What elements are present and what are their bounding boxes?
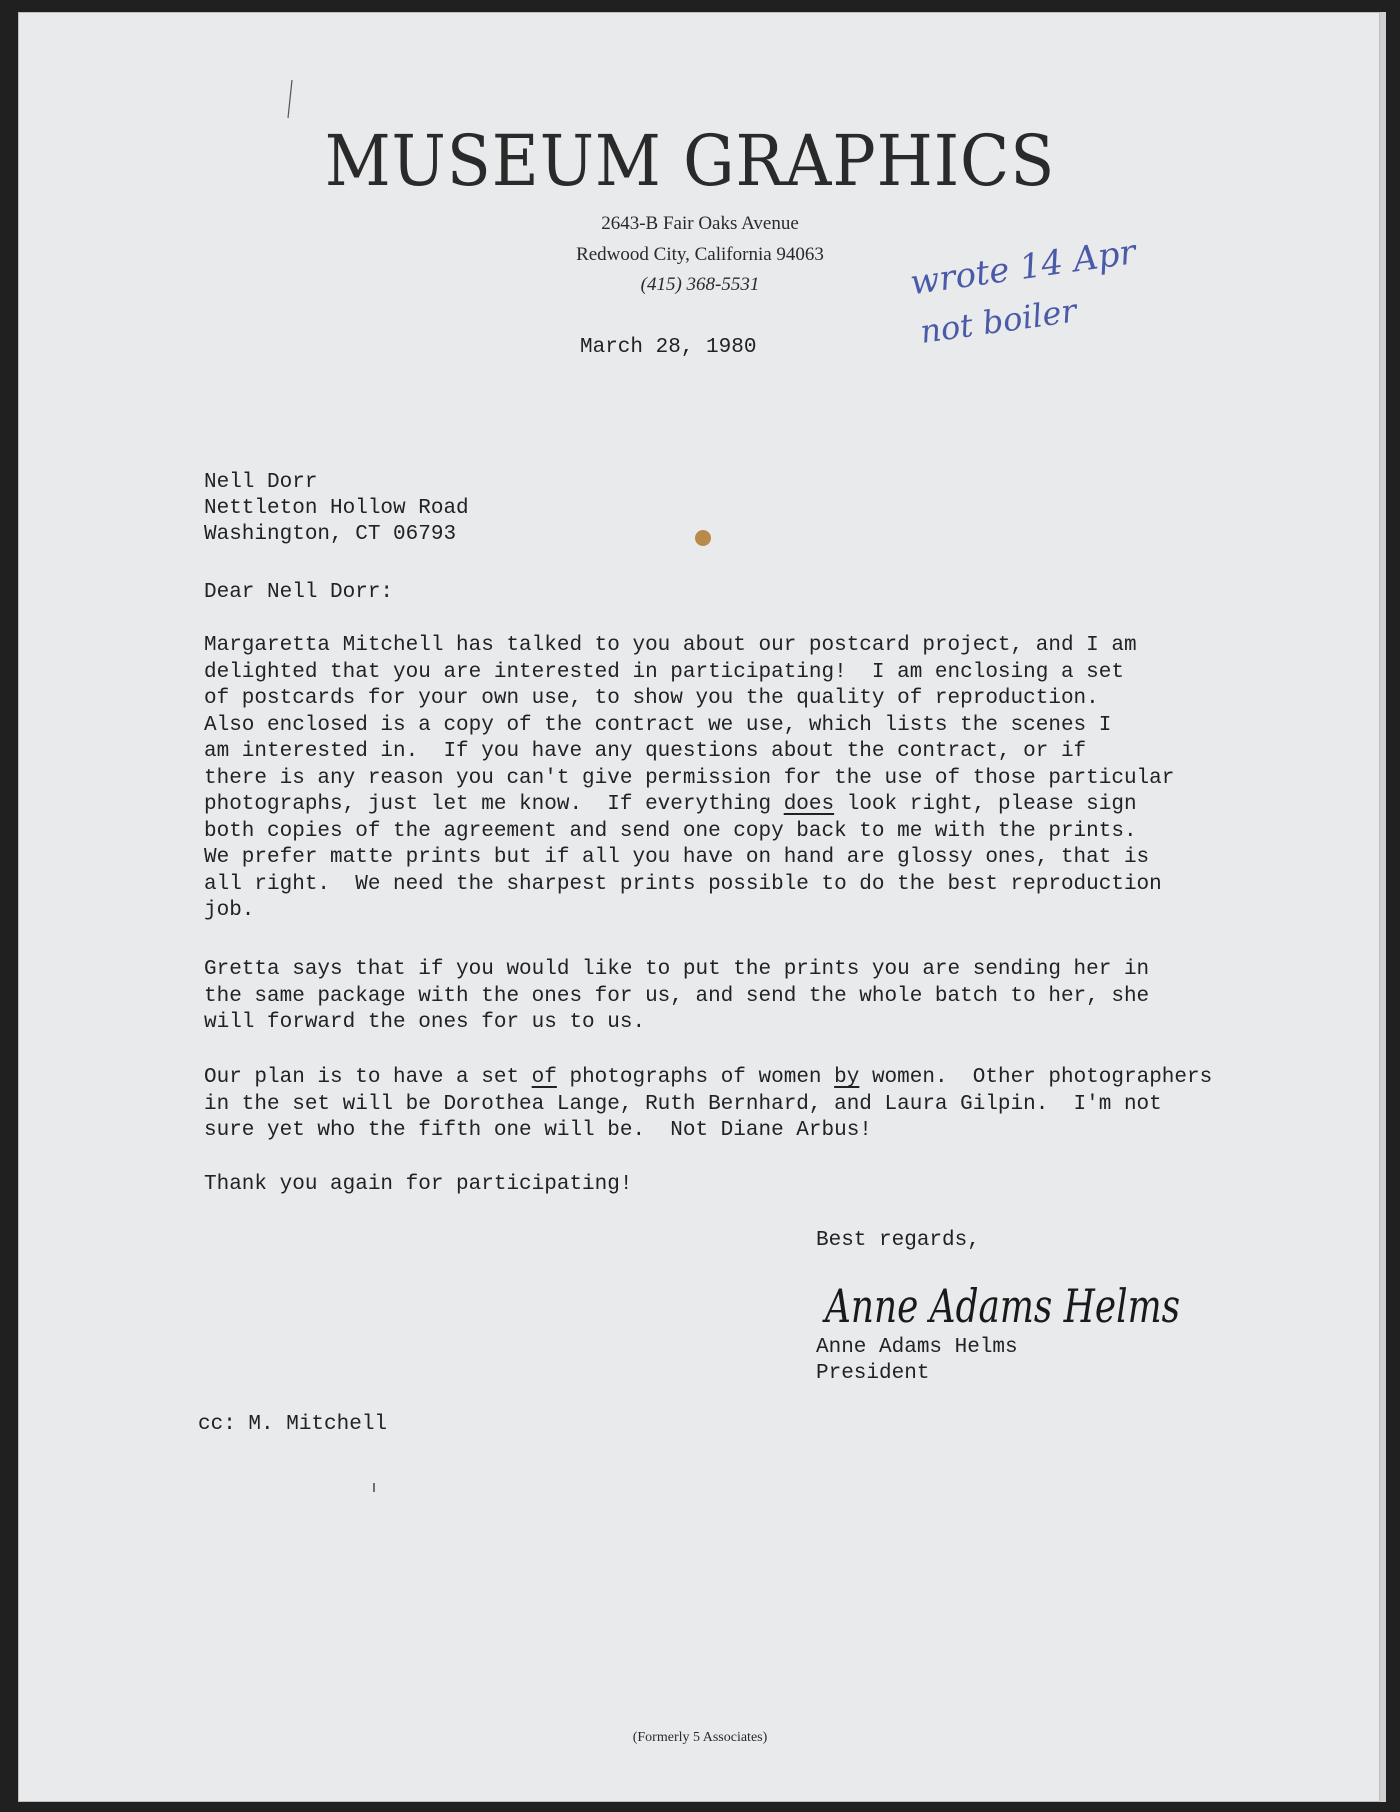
body-line: Our plan is to have a set of photographs of women by women. Other photographers <box>204 1066 1213 1089</box>
body-line: photographs, just let me know. If everything does look right, please sign <box>204 793 1137 816</box>
page-edge <box>1380 12 1386 1802</box>
body-line: Gretta says that if you would like to put the prints you are sending her in <box>204 958 1150 981</box>
handwritten-annotation <box>900 230 1220 351</box>
body-line: job. <box>204 899 255 922</box>
body-line: Also enclosed is a copy of the contract we use, which lists the scenes I <box>204 713 1112 737</box>
annotation-line-1: wrote 14 Apr <box>907 232 1139 304</box>
signature-image <box>820 1262 1190 1342</box>
paper-stain <box>695 530 711 546</box>
body-paragraph-1 <box>204 633 1174 925</box>
body-paragraph-2 <box>204 957 1149 1037</box>
body-paragraph-3 <box>204 1065 1212 1145</box>
body-line: Margaretta Mitchell has talked to you about our postcard project, and I am <box>204 634 1137 657</box>
body-line: the same package with the ones for us, and send the whole batch to her, she <box>204 984 1150 1008</box>
body-line: delighted that you are interested in participating! I am enclosing a set <box>204 660 1124 684</box>
letterhead-city: Redwood City, California 94063 <box>576 244 824 265</box>
body-line: both copies of the agreement and send one copy back to me with the prints. <box>204 819 1137 843</box>
salutation: Dear Nell Dorr: <box>204 581 394 604</box>
company-name: MUSEUM GRAPHICS <box>324 120 1056 202</box>
body-line: We prefer matte prints but if all you have on hand are glossy ones, that is <box>204 846 1150 869</box>
body-line: sure yet who the fifth one will be. Not Diane Arbus! <box>204 1119 872 1142</box>
body-line: am interested in. If you have any questions about the contract, or if <box>204 740 1087 763</box>
closing: Best regards, <box>816 1229 980 1252</box>
signer-block <box>816 1335 1018 1387</box>
body-line: in the set will be Dorothea Lange, Ruth Bernhard, and Laura Gilpin. I'm not <box>204 1092 1162 1116</box>
recipient-street: Nettleton Hollow Road <box>204 497 469 520</box>
recipient-name: Nell Dorr <box>204 471 318 494</box>
body-line: will forward the ones for us to us. <box>204 1011 646 1034</box>
letter-date: March 28, 1980 <box>580 336 757 359</box>
letterhead-street: 2643-B Fair Oaks Avenue <box>601 213 799 234</box>
body-line: all right. We need the sharpest prints possible to do the best reproduction <box>204 872 1162 896</box>
body-line: there is any reason you can't give permission for the use of those particular <box>204 766 1175 790</box>
letterhead-footer: (Formerly 5 Associates) <box>632 1730 768 1745</box>
letterhead-phone: (415) 368-5531 <box>640 274 760 295</box>
body-line: of postcards for your own use, to show you the quality of reproduction. <box>204 687 1099 710</box>
recipient-address <box>204 470 469 548</box>
body-paragraph-4: Thank you again for participating! <box>204 1173 633 1196</box>
recipient-city: Washington, CT 06793 <box>204 523 457 546</box>
annotation-line-2: not boiler <box>917 291 1079 351</box>
signer-title: President <box>816 1362 930 1385</box>
signer-name: Anne Adams Helms <box>816 1336 1018 1359</box>
cc-line: cc: M. Mitchell <box>198 1413 388 1436</box>
signature-text: Anne Adams Helms <box>821 1279 1180 1333</box>
